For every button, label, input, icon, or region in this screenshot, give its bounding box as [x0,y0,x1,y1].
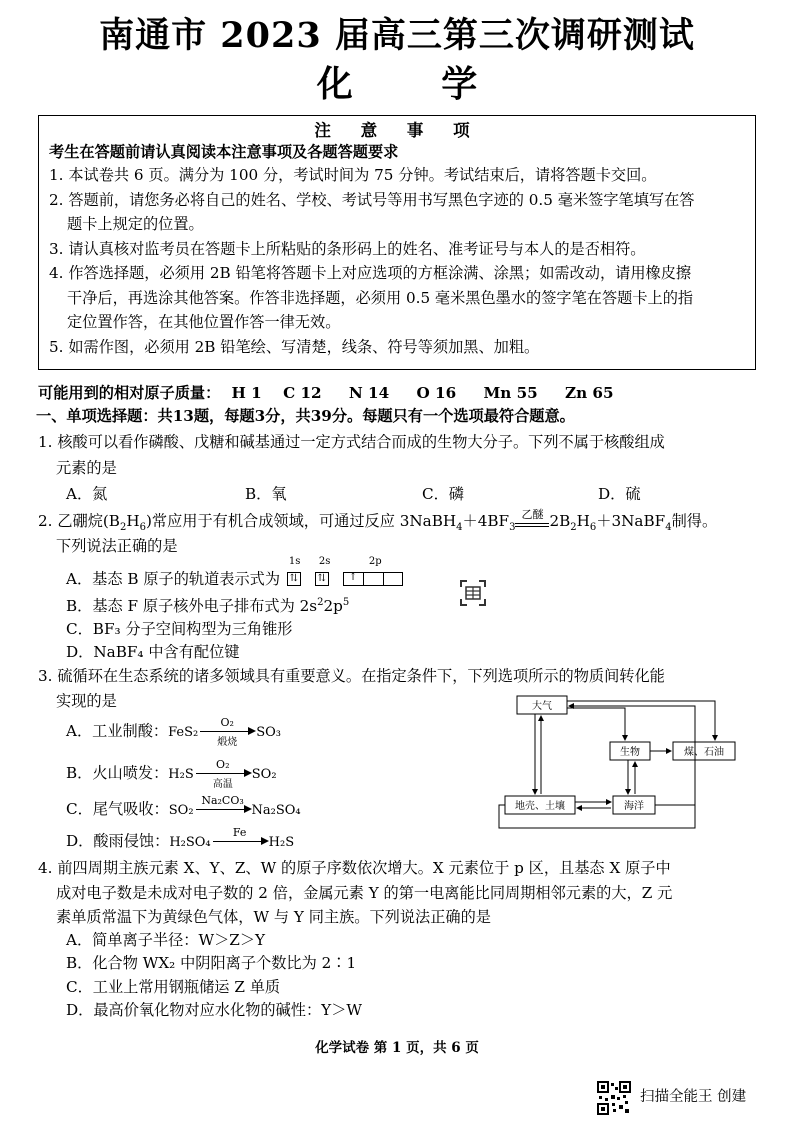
q2-option-b: B．基态 F 原子核外电子排布式为 $2s^22p^5$ [66,596,350,615]
label-coal: 煤、石油 [684,747,724,758]
q4-stem-cont: 素单质常温下为黄绿色气体，W 与 Y 同主族。下列说法正确的是 [56,908,491,926]
notice-item: 定位置作答，在其他位置作答一律无效。 [67,313,341,331]
q2-text: )常应用于有机合成领域，可通过反应 3NaBH [145,512,457,530]
reactant: FeS₂ [168,725,199,740]
product: SO₃ [256,725,281,740]
q1-stem: 1. 核酸可以看作磷酸、戊糖和碱基通过一定方式结合而成的生物大分子。下列不属于核酸组成 [38,433,665,451]
product: Na₂SO₄ [251,803,301,818]
atomic-masses-label: 可能用到的相对原子质量： [38,384,221,402]
q2-text: 制得。 [671,512,718,530]
section-heading: 一、单项选择题：共13题，每题3分，共39分。每题只有一个选项最符合题意。 [36,407,575,425]
q3-option-a-label: A．工业制酸： [66,722,169,740]
label-ocean: 海洋 [624,801,644,812]
page-footer: 化学试卷 第 1 页，共 6 页 [315,1040,479,1056]
notice-item: 2. 答题前，请您务必将自己的姓名、学校、考试号等用书写黑色字迹的 0.5 毫米签字笔填写在答 [49,190,695,209]
arrow-bottom: 高温 [212,779,233,790]
orbital-label-2p: 2p [368,556,382,567]
mass-c: C 12 [283,384,322,402]
q2-text: 2. 乙硼烷(B [38,512,120,530]
notice-subheading: 考生在答题前请认真阅读本注意事项及各题答题要求 [49,143,399,161]
reaction-arrow [196,794,250,821]
arrow-top: O₂ [216,758,230,771]
label-crust: 地壳、土壤 [515,801,565,812]
orbital-box-2s: ⇅ [315,572,329,586]
q3-option-c [66,794,301,821]
reaction-arrow [213,826,267,853]
orbital-label-2s: 2s [318,556,331,567]
label-atmosphere: 大气 [532,701,552,712]
q3-option-d-label: D．酸雨侵蚀： [66,832,170,850]
q2-option-b-text: B．基态 F 原子核外电子排布式为 2s [66,597,318,615]
atomic-masses [38,382,614,403]
notice-item: 1. 本试卷共 6 页。满分为 100 分，考试时间为 75 分钟。考试结束后，请将答题卡交回。 [49,166,657,184]
arrow-bottom: 煅烧 [217,737,238,748]
q2-option-c: C．BF₃ 分子空间构型为三角锥形 [66,620,293,638]
notice-item: 4. 作答选择题，必须用 2B 铅笔将答题卡上对应选项的方框涂满、涂黑；如需改动，请用橡皮擦 [49,264,692,282]
orbital-box-2p: ↑ [343,572,403,586]
notice-item: 题卡上规定的位置。 [67,215,204,233]
orbital-label-1s: 1s [288,556,301,567]
reactant: H₂S [168,767,194,782]
q4-stem-cont: 成对电子数是未成对电子数的 2 倍，金属元素 Y 的第一电离能比同周期相邻元素的大，Z 元 [56,884,673,902]
q4-option-b: B．化合物 WX₂ 中阴阳离子个数比为 2∶1 [66,954,357,972]
q1-option-a: A．氮 [66,485,108,503]
q4-option-d: D．最高价氧化物对应水化物的碱性：Y＞W [66,1001,363,1019]
q2-text: 2B [549,512,571,530]
qr-code-icon [597,1081,631,1115]
q4-option-c: C．工业上常用钢瓶储运 Z 单质 [66,978,281,996]
q3-option-a [66,716,281,748]
q2-option-a [66,556,405,590]
notice-item: 干净后，再选涂其他答案。作答非选择题，必须用 0.5 毫米黑色墨水的签字笔在答题卡上的指 [67,288,694,307]
sulfur-cycle-diagram [495,692,755,832]
label-biology: 生物 [620,747,640,758]
orbital-diagram [285,556,405,590]
scanner-credit: 扫描全能王 创建 [640,1089,747,1105]
q4-stem: 4. 前四周期主族元素 X、Y、Z、W 的原子序数依次增大。X 元素位于 p 区，且基态 X 原子中 [38,859,671,877]
q1-option-b: B．氧 [245,485,287,503]
orbital-box-1s: ⇅ [287,572,301,586]
q4-option-a: A．简单离子半径：W＞Z＞Y [66,931,266,949]
q2-stem: 2. 乙硼烷$(B_2H_6)$常应用于有机合成领域，可通过反应 $3NaBH_4+4BF_3$ 乙醚 $2B_2H_6+3NaBF_4$制得。 [38,508,718,534]
q1-option-c: C．磷 [422,485,464,503]
q3-option-d [66,826,295,853]
q2-text: ＋3NaBF [596,512,666,530]
reaction-arrow [200,716,254,748]
reactant: SO₂ [168,803,194,818]
reactant: H₂SO₄ [169,835,211,850]
scan-frame-icon[interactable] [458,578,488,608]
mass-mn: Mn 55 [483,384,538,402]
q1-stem-cont: 元素的是 [56,459,117,477]
product: H₂S [268,835,295,850]
q3-stem-cont: 实现的是 [56,692,117,710]
q3-stem: 3. 硫循环在生态系统的诸多领域具有重要意义。在指定条件下，下列选项所示的物质间转化能 [38,667,665,685]
arrow-top: Fe [232,826,247,839]
q3-option-b [66,758,277,790]
subject-title: 化 学 [316,63,516,105]
arrow-top: O₂ [220,716,234,729]
reaction-arrow [196,758,250,790]
reaction-condition [515,508,549,532]
arrow-top: Na₂CO₃ [201,794,244,807]
q2-text: H [126,512,140,530]
q3-option-c-label: C．尾气吸收： [66,800,169,818]
product: SO₂ [251,767,277,782]
exam-title: 南通市 2023 届高三第三次调研测试 [99,15,695,56]
q2-option-a-text: A．基态 B 原子的轨道表示式为 [66,570,281,588]
q3-option-b-label: B．火山喷发： [66,764,169,782]
mass-zn: Zn 65 [565,384,614,402]
notice-item: 5. 如需作图，必须用 2B 铅笔绘、写清楚，线条、符号等须加黑、加粗。 [49,337,540,356]
q2-text: H [576,512,590,530]
q1-option-d: D．硫 [598,485,641,503]
q2-option-b-text: 2p [323,597,343,615]
q2-text: ＋4BF [462,512,510,530]
mass-o: O 16 [416,384,457,402]
condition-label: 乙醚 [521,508,544,521]
q2-stem-cont: 下列说法正确的是 [56,537,178,555]
notice-heading: 注 意 事 项 [314,121,482,140]
mass-n: N 14 [348,384,390,402]
notice-item: 3. 请认真核对监考员在答题卡上所粘贴的条形码上的姓名、准考证号与本人的是否相符。 [49,239,646,258]
notice-box [38,115,756,370]
q2-option-d: D．NaBF₄ 中含有配位键 [66,643,240,661]
mass-h: H 1 [231,384,262,402]
